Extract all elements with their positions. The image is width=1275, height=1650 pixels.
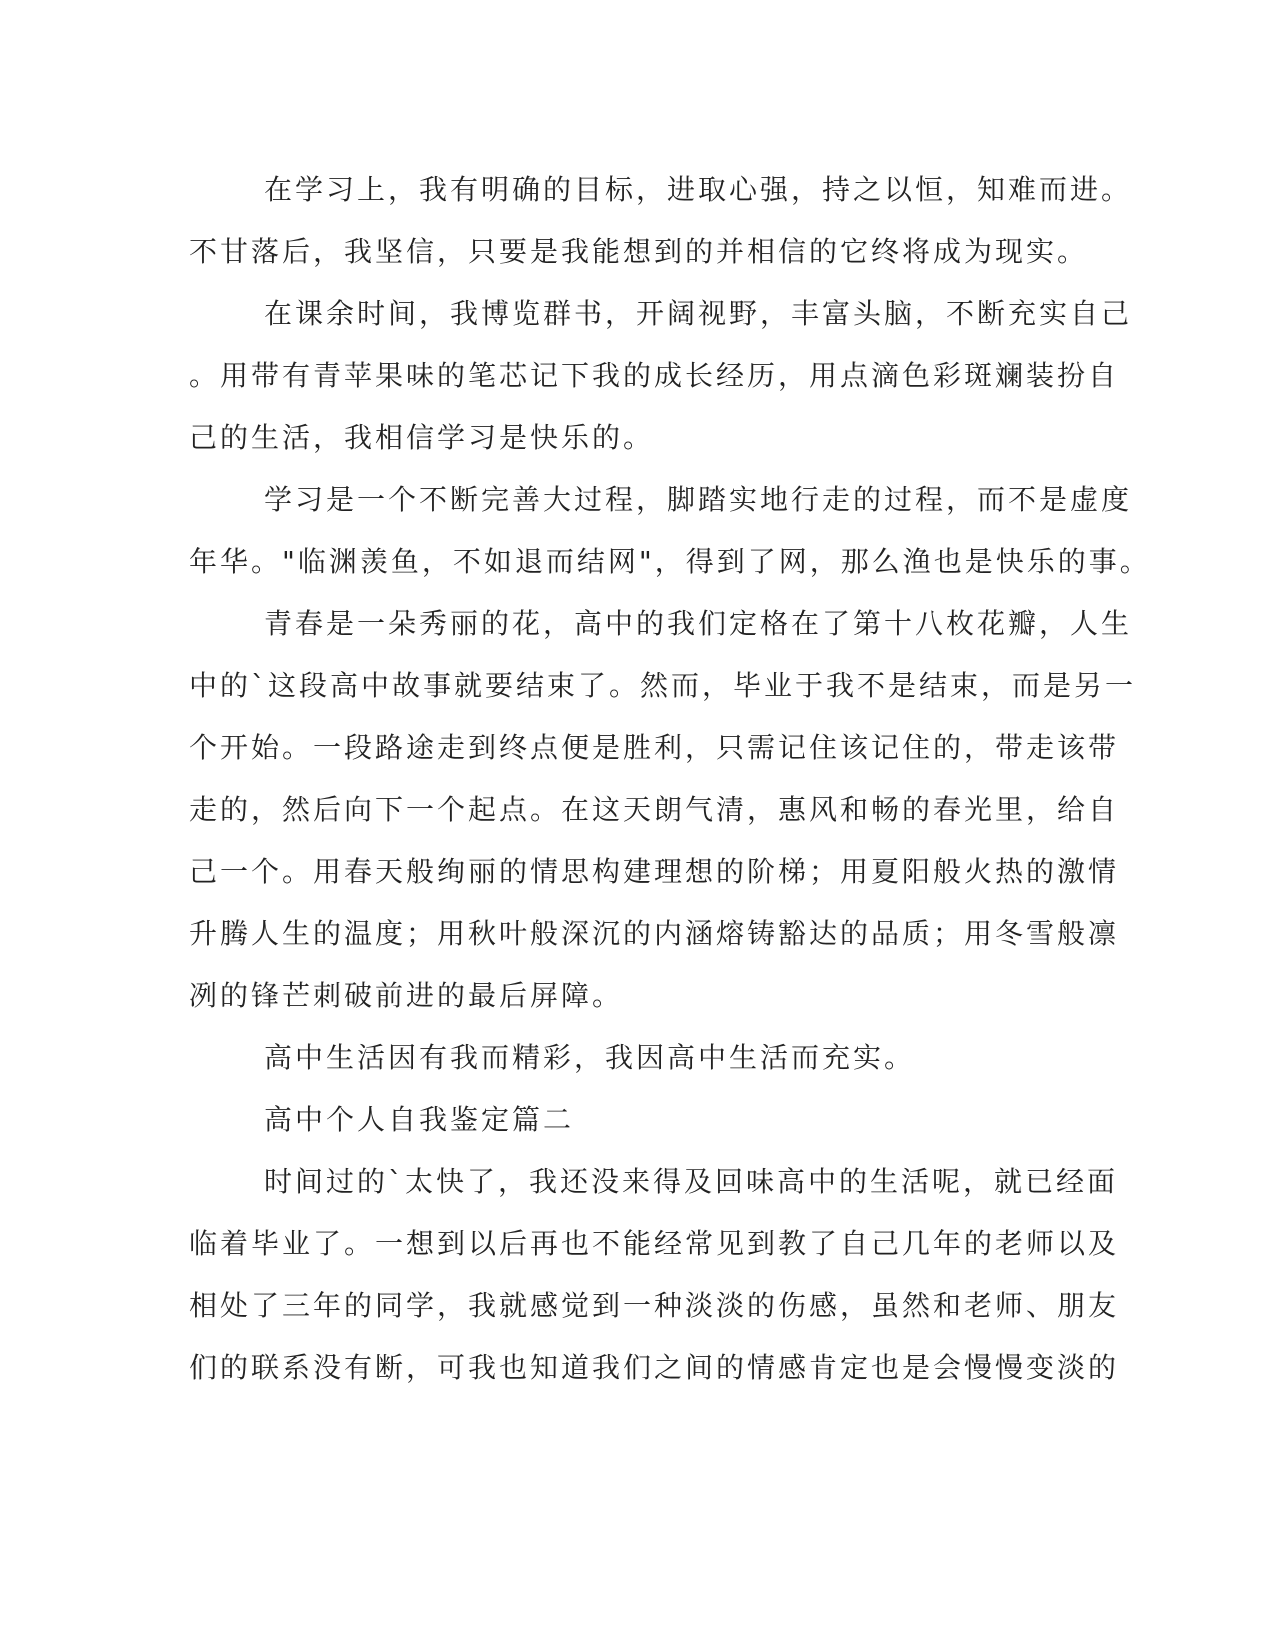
document-body	[189, 159, 1151, 1399]
paragraph-line: 个开始。一段路途走到终点便是胜利，只需记住该记住的，带走该带	[189, 731, 1120, 764]
paragraph-line: 时间过的`太快了，我还没来得及回味高中的生活呢，就已经面	[264, 1165, 1119, 1198]
paragraph-line: 冽的锋芒刺破前进的最后屏障。	[189, 979, 624, 1012]
paragraph-line: 己一个。用春天般绚丽的情思构建理想的阶梯；用夏阳般火热的激情	[189, 855, 1120, 888]
paragraph-line: 走的，然后向下一个起点。在这天朗气清，惠风和畅的春光里，给自	[189, 793, 1120, 826]
paragraph-line: 在课余时间，我博览群书，开阔视野，丰富头脑，不断充实自己	[264, 297, 1133, 330]
paragraph-line: 升腾人生的温度；用秋叶般深沉的内涵熔铸豁达的品质；用冬雪般凛	[189, 917, 1120, 950]
paragraph-line: 高中生活因有我而精彩，我因高中生活而充实。	[264, 1041, 916, 1074]
paragraph-line: 年华。"临渊羡鱼，不如退而结网"，得到了网，那么渔也是快乐的事。	[189, 545, 1151, 578]
section-heading: 高中个人自我鉴定篇二	[264, 1103, 575, 1136]
paragraph-line: 学习是一个不断完善大过程，脚踏实地行走的过程，而不是虚度	[264, 483, 1133, 516]
paragraph-line: 己的生活，我相信学习是快乐的。	[189, 421, 655, 454]
paragraph-line: 们的联系没有断，可我也知道我们之间的情感肯定也是会慢慢变淡的	[189, 1351, 1120, 1384]
paragraph-line: 。用带有青苹果味的笔芯记下我的成长经历，用点滴色彩斑斓装扮自	[189, 359, 1120, 392]
paragraph-line: 不甘落后，我坚信，只要是我能想到的并相信的它终将成为现实。	[189, 235, 1089, 268]
paragraph-line: 在学习上，我有明确的目标，进取心强，持之以恒，知难而进。	[264, 173, 1133, 206]
paragraph-line: 中的`这段高中故事就要结束了。然而，毕业于我不是结束，而是另一	[189, 669, 1137, 702]
paragraph-line: 青春是一朵秀丽的花，高中的我们定格在了第十八枚花瓣，人生	[264, 607, 1133, 640]
paragraph-line: 相处了三年的同学，我就感觉到一种淡淡的伤感，虽然和老师、朋友	[189, 1289, 1120, 1322]
paragraph-line: 临着毕业了。一想到以后再也不能经常见到教了自己几年的老师以及	[189, 1227, 1120, 1260]
